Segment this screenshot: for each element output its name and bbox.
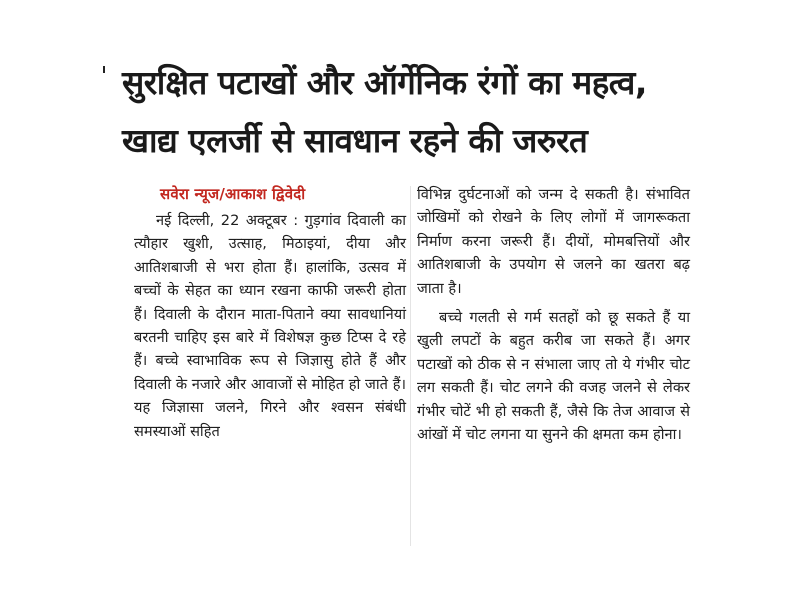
headline-line-2: खाद्य एलर्जी से सावधान रहने की जरुरत [122, 121, 588, 160]
article-paragraph: नई दिल्ली, 22 अक्टूबर : गुड़गांव दिवाली का त्यौहार खुशी, उत्साह, मिठाइयां, दीया और आतिशबाजी से भरा होता हैं। हालांकि, उत्सव में बच्चों के सेहत का ध्यान रखना काफी जरूरी होता हैं। दिवाली के दौरान माता-पिताने क्या सावधानियां बरतनी चाहिए इस बारे में विशेषज्ञ कुछ टिप्स दे रहे हैं। बच्चे स्वाभाविक रूप से जिज्ञासु होते हैं और दिवाली के नजारे और आवाजों से मोहित हो जाते हैं। यह जिज्ञासा जलने, गिरने और श्वसन संबंधी समस्याओं सहित [134, 212, 406, 440]
byline: सवेरा न्यूज/आकाश द्विवेदी [160, 185, 306, 203]
article-paragraph: बच्चे गलती से गर्म सतहों को छू सकते हैं या खुली लपटों के बहुत करीब जा सकते हैं। अगर पटाखों को ठीक से न संभाला जाए तो ये गंभीर चोट लग सकती हैं। चोट लगने की वजह जलने से लेकर गंभीर चोटें भी हो सकती हैं, जैसे कि तेज आवाज से आंखों में चोट लगना या सुनने की क्षमता कम होना। [417, 309, 690, 444]
article-paragraph: विभिन्न दुर्घटनाओं को जन्म दे सकती है। संभावित जोखिमों को रोखने के लिए लोगों में जागरूकता निर्माण करना जरूरी हैं। दीयों, मोमबत्तियों और आतिशबाजी के उपयोग से जलने का खतरा बढ़ जाता है। [417, 186, 690, 297]
article-column-left [134, 209, 406, 443]
headline-line-1: सुरक्षित पटाखों और ऑर्गेनिक रंगों का महत्व, [122, 63, 647, 102]
print-mark [103, 66, 105, 73]
column-divider [410, 186, 411, 546]
headline [122, 54, 692, 170]
article-column-right [417, 183, 690, 446]
